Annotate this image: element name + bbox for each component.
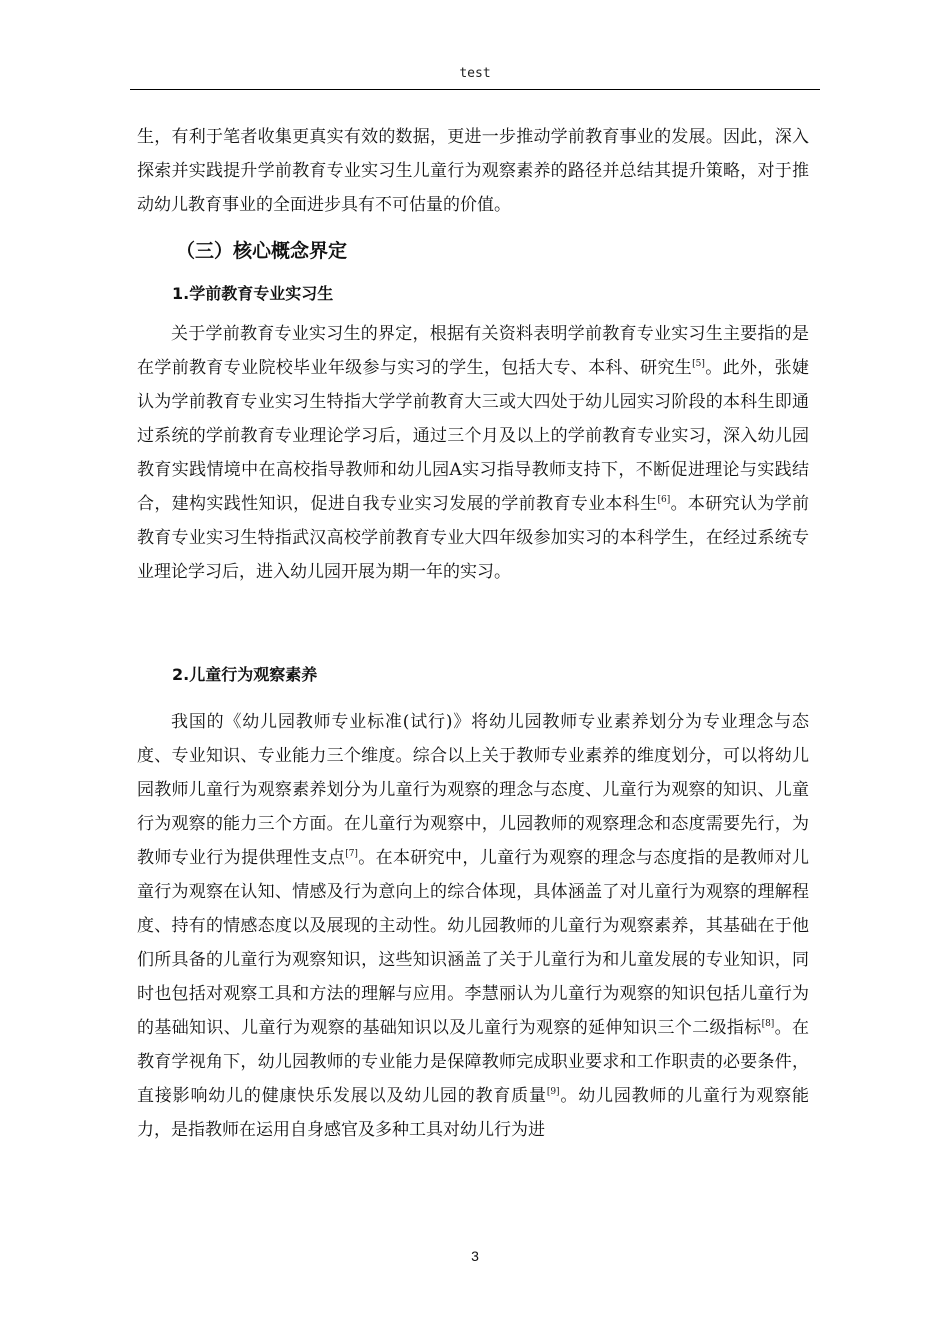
citation-ref: [9] (546, 1087, 560, 1097)
text-run: 。在教育学视角下，幼儿园教师的专业能力是保障教师完成职业要求和工作职责的必要条件，直接影响幼儿的健康快乐发展以及幼儿园的教育质量 (137, 1018, 810, 1106)
citation-ref: [8] (761, 1019, 775, 1029)
section-title: （三）核心概念界定 (176, 240, 348, 262)
header-divider (130, 89, 820, 90)
text-run: 。幼儿园教师的儿童行为观察能力，是指教师在运用自身感官及多种工具对幼儿行为进 (137, 1086, 810, 1140)
paragraph-intro: 生，有利于笔者收集更真实有效的数据，更进一步推动学前教育事业的发展。因此，深入探索并实践提升学前教育专业实习生儿童行为观察素养的路径并总结其提升策略，对于推动幼儿教育事业的全面进步具有不可估量的价值。 (137, 127, 809, 215)
paragraph-intern-definition (137, 317, 809, 589)
subsection-title-intern: 1.学前教育专业实习生 (172, 284, 334, 303)
citation-ref: [5] (692, 359, 705, 369)
text-run: 。此外，张婕认为学前教育专业实习生特指大学学前教育大三或大四处于幼儿园实习阶段的本科生即通过系统的学前教育专业理论学习后，通过三个月及以上的学前教育专业实习，深入幼儿园教育实践情境中在高校指导教师和幼儿园A实习指导教师支持下，不断促进理论与实践结合，建构实践性知识，促进自我专业实习发展的学前教育专业本科生 (137, 358, 809, 514)
citation-ref: [6] (657, 495, 671, 505)
paragraph-observation-literacy (137, 705, 809, 1147)
text-run: 关于学前教育专业实习生的界定，根据有关资料表明学前教育专业实习生主要指的是在学前教育专业院校毕业年级参与实习的学生，包括大专、本科、研究生 (137, 324, 809, 378)
text-run: 。本研究认为学前教育专业实习生特指武汉高校学前教育专业大四年级参加实习的本科学生，在经过系统专业理论学习后，进入幼儿园开展为期一年的实习。 (137, 494, 810, 582)
page-number: 3 (471, 1248, 479, 1264)
page-header: test (459, 66, 491, 81)
citation-ref: [7] (345, 849, 358, 859)
subsection-title-observation: 2.儿童行为观察素养 (172, 665, 318, 684)
text-run: 我国的《幼儿园教师专业标准(试行)》将幼儿园教师专业素养划分为专业理念与态度、专业知识、专业能力三个维度。综合以上关于教师专业素养的维度划分，可以将幼儿园教师儿童行为观察素养划分为儿童行为观察的理念与态度、儿童行为观察的知识、儿童行为观察的能力三个方面。在儿童行为观察中，儿园教师的观察理念和态度需要先行，为教师专业行为提供理性支点 (137, 712, 809, 868)
text-run: 。在本研究中，儿童行为观察的理念与态度指的是教师对儿童行为观察在认知、情感及行为意向上的综合体现，具体涵盖了对儿童行为观察的理解程度、持有的情感态度以及展现的主动性。幼儿园教师的儿童行为观察素养，其基础在于他们所具备的儿童行为观察知识，这些知识涵盖了关于儿童行为和儿童发展的专业知识，同时也包括对观察工具和方法的理解与应用。李慧丽认为儿童行为观察的知识包括儿童行为的基础知识、儿童行为观察的基础知识以及儿童行为观察的延伸知识三个二级指标 (137, 848, 810, 1038)
